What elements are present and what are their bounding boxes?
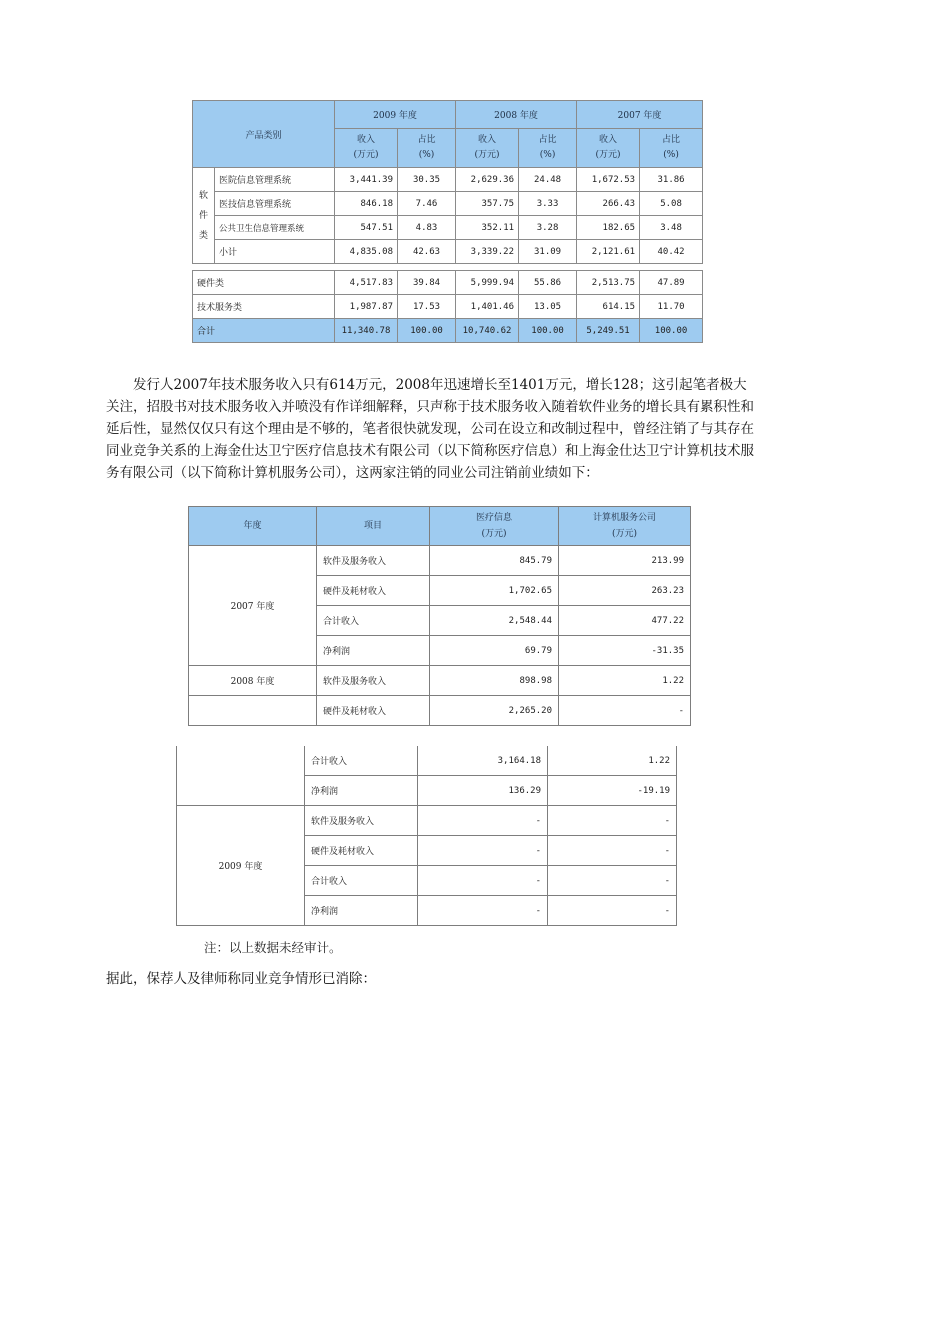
table-cell: 263.23 (559, 576, 691, 606)
table-row (189, 546, 691, 576)
row-label: 技术服务类 (193, 295, 335, 319)
year-header-2007: 2007 年度 (577, 101, 703, 129)
table-header-row (189, 507, 691, 546)
table-cell: 3.33 (519, 192, 577, 216)
year-cell-empty (189, 696, 317, 726)
table-cell: 7.46 (398, 192, 456, 216)
table-cell: 136.29 (418, 776, 548, 806)
table-cell: 266.43 (577, 192, 640, 216)
item-cell: 合计收入 (305, 746, 418, 776)
item-cell: 合计收入 (317, 606, 430, 636)
table-cell: 213.99 (559, 546, 691, 576)
table-cell: 5.08 (640, 192, 703, 216)
body-paragraph: 发行人2007年技术服务收入只有614万元，2008年迅速增长至1401万元，增长128；这引起笔者极大关注，招股书对技术服务收入并喷没有作详细解释，只声称于技术服务收入随着软件业务的增长具有累积性和延后性，显然仅仅只有这个理由是不够的，笔者很快就发现，公司在设立和改制过程中，曾经注销了与其存在同业竞争关系的上海金仕达卫宁医疗信息技术有限公司（以下简称医疗信息）和上海金仕达卫宁计算机技术服务有限公司（以下简称计算机服务公司），这两家注销的同业公司注销前业绩如下： (106, 377, 754, 481)
table-note: 注：以上数据未经审计。 (204, 940, 342, 955)
table-cell: 3,339.22 (456, 240, 519, 264)
table-cell: 845.79 (430, 546, 559, 576)
table-cell: - (418, 896, 548, 926)
table-cell: - (418, 806, 548, 836)
table-row (177, 806, 677, 836)
table-cell: 13.05 (519, 295, 577, 319)
table-cell: 39.84 (398, 271, 456, 295)
product-category-header: 产品类别 (193, 101, 335, 168)
medical-info-header: 医疗信息 (万元) (430, 507, 559, 546)
table-cell: 31.86 (640, 168, 703, 192)
table-cell: 100.00 (519, 319, 577, 343)
table-cell: 2,548.44 (430, 606, 559, 636)
row-label: 小计 (215, 240, 335, 264)
table-cell: 614.15 (577, 295, 640, 319)
row-label: 合计 (193, 319, 335, 343)
table-cell: 10,740.62 (456, 319, 519, 343)
table-cell: 4,517.83 (335, 271, 398, 295)
year-cell-empty (177, 776, 305, 806)
table-cell: 5,249.51 (577, 319, 640, 343)
item-header: 项目 (317, 507, 430, 546)
ratio-header: 占比 (%) (519, 129, 577, 168)
year-header-2008: 2008 年度 (456, 101, 577, 129)
table-row (193, 295, 703, 319)
table-row (193, 168, 703, 192)
table-row (177, 746, 677, 776)
year-cell-empty (177, 746, 305, 776)
table-cell: 1.22 (548, 746, 677, 776)
table-cell: 30.35 (398, 168, 456, 192)
table-cell: 2,513.75 (577, 271, 640, 295)
table-row (193, 216, 703, 240)
table-row (189, 666, 691, 696)
table-cell: 5,999.94 (456, 271, 519, 295)
table-cell: 898.98 (430, 666, 559, 696)
table-cell: 3.48 (640, 216, 703, 240)
ratio-header: 占比 (%) (640, 129, 703, 168)
body-paragraph: 据此，保荐人及律师称同业竞争情形已消除： (106, 971, 376, 987)
table-cell: 357.75 (456, 192, 519, 216)
revenue-header: 收入 (万元) (577, 129, 640, 168)
table-cell: - (548, 836, 677, 866)
year-header-2009: 2009 年度 (335, 101, 456, 129)
table-cell: 477.22 (559, 606, 691, 636)
table-cell: 17.53 (398, 295, 456, 319)
revenue-by-product-table (192, 100, 703, 343)
table-cell: 31.09 (519, 240, 577, 264)
table-cell: 24.48 (519, 168, 577, 192)
row-label: 医院信息管理系统 (215, 168, 335, 192)
deregistered-companies-table-continued (176, 746, 677, 926)
table-gap-row (193, 264, 703, 271)
table-cell: 1,702.65 (430, 576, 559, 606)
table-row (177, 776, 677, 806)
computer-service-header: 计算机服务公司 (万元) (559, 507, 691, 546)
table-cell: 352.11 (456, 216, 519, 240)
table-cell: 1.22 (559, 666, 691, 696)
table-cell: 2,121.61 (577, 240, 640, 264)
gap-cell (193, 264, 703, 271)
item-cell: 净利润 (317, 636, 430, 666)
item-cell: 软件及服务收入 (317, 546, 430, 576)
table-cell: - (548, 806, 677, 836)
table-cell: 1,401.46 (456, 295, 519, 319)
table-cell: 55.86 (519, 271, 577, 295)
table-cell: - (418, 836, 548, 866)
table-cell: 4.83 (398, 216, 456, 240)
software-group-label: 软 件 类 (193, 168, 215, 264)
table-row (193, 192, 703, 216)
item-cell: 软件及服务收入 (317, 666, 430, 696)
table-cell: - (559, 696, 691, 726)
year-cell: 2008 年度 (189, 666, 317, 696)
table-cell: - (548, 896, 677, 926)
table-cell: 40.42 (640, 240, 703, 264)
table-cell: 547.51 (335, 216, 398, 240)
table-cell: 11.70 (640, 295, 703, 319)
table-header-row (193, 101, 703, 129)
table-cell: 4,835.08 (335, 240, 398, 264)
table-cell: 100.00 (640, 319, 703, 343)
table-cell: -19.19 (548, 776, 677, 806)
table-cell: 47.89 (640, 271, 703, 295)
table-row (189, 696, 691, 726)
table-cell: 3,164.18 (418, 746, 548, 776)
table-cell: - (418, 866, 548, 896)
item-cell: 硬件及耗材收入 (317, 696, 430, 726)
table-cell: -31.35 (559, 636, 691, 666)
item-cell: 净利润 (305, 896, 418, 926)
row-label: 医技信息管理系统 (215, 192, 335, 216)
table-cell: 69.79 (430, 636, 559, 666)
item-cell: 软件及服务收入 (305, 806, 418, 836)
year-cell: 2007 年度 (189, 546, 317, 666)
table-cell: 42.63 (398, 240, 456, 264)
revenue-header: 收入 (万元) (335, 129, 398, 168)
deregistered-companies-table (188, 506, 691, 726)
table-cell: 1,987.87 (335, 295, 398, 319)
item-cell: 硬件及耗材收入 (305, 836, 418, 866)
table-cell: 2,265.20 (430, 696, 559, 726)
revenue-header: 收入 (万元) (456, 129, 519, 168)
item-cell: 硬件及耗材收入 (317, 576, 430, 606)
year-cell: 2009 年度 (177, 806, 305, 926)
table-row (193, 271, 703, 295)
table-cell: 2,629.36 (456, 168, 519, 192)
table-cell: 846.18 (335, 192, 398, 216)
table-cell: 1,672.53 (577, 168, 640, 192)
row-label: 硬件类 (193, 271, 335, 295)
item-cell: 合计收入 (305, 866, 418, 896)
total-row (193, 319, 703, 343)
ratio-header: 占比 (%) (398, 129, 456, 168)
table-cell: - (548, 866, 677, 896)
table-cell: 11,340.78 (335, 319, 398, 343)
table-cell: 100.00 (398, 319, 456, 343)
row-label: 公共卫生信息管理系统 (215, 216, 335, 240)
table-row (193, 240, 703, 264)
table-cell: 182.65 (577, 216, 640, 240)
table-cell: 3,441.39 (335, 168, 398, 192)
item-cell: 净利润 (305, 776, 418, 806)
year-header: 年度 (189, 507, 317, 546)
table-cell: 3.28 (519, 216, 577, 240)
